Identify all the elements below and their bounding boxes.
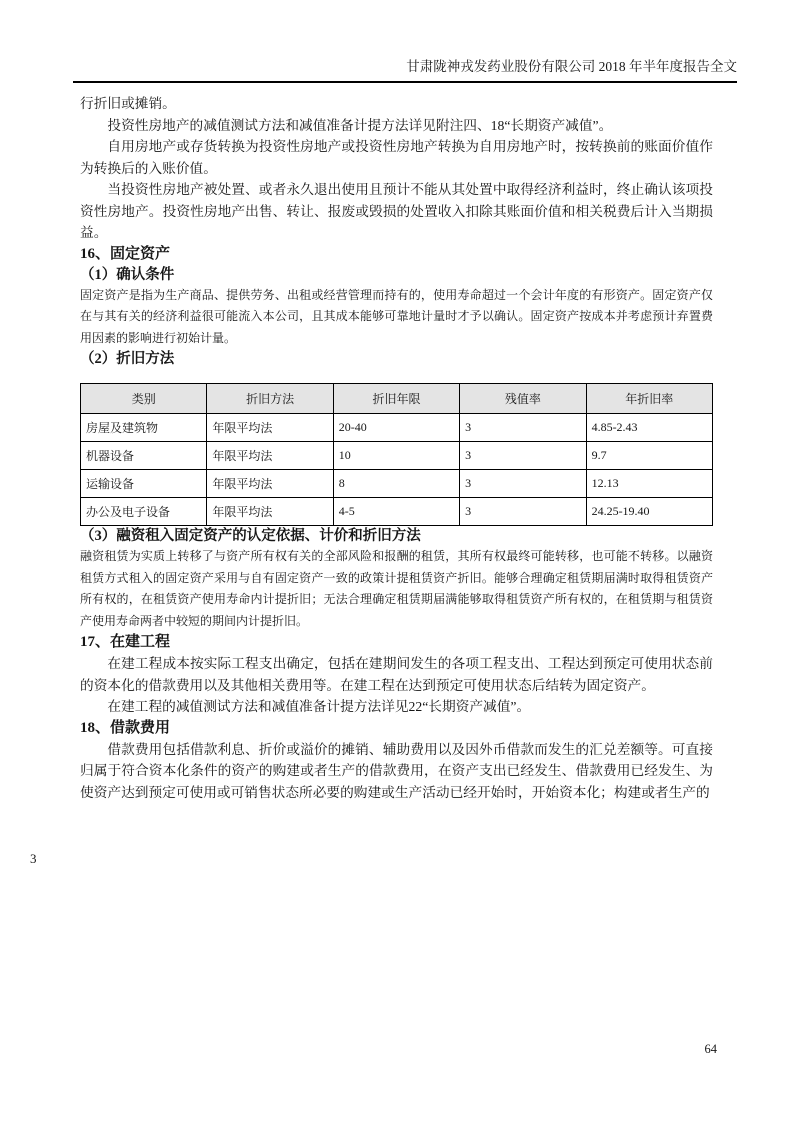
cell-residual-rate: 3 bbox=[460, 442, 586, 470]
section-heading-18: 18、借款费用 bbox=[80, 719, 171, 736]
cell-annual-rate: 4.85-2.43 bbox=[586, 414, 712, 442]
report-title: 甘肃陇神戎发药业股份有限公司 2018 年半年度报告全文 bbox=[406, 59, 737, 74]
cell-annual-rate: 9.7 bbox=[586, 442, 712, 470]
column-header-annual-rate: 年折旧率 bbox=[586, 384, 712, 414]
paragraph-continuation: 行折旧或摊销。 bbox=[80, 96, 176, 111]
paragraph: 投资性房地产的减值测试方法和减值准备计提方法详见附注四、18“长期资产减值”。 bbox=[107, 117, 613, 133]
cell-years: 4-5 bbox=[333, 498, 459, 526]
margin-note: 3 bbox=[30, 851, 37, 866]
cell-method: 年限平均法 bbox=[207, 414, 333, 442]
paragraph: 借款费用包括借款利息、折价或溢价的摊销、辅助费用以及因外币借款而发生的汇兑差额等。可直接归属于符合资本化条件的资产的购建或者生产的借款费用，在资产支出已经发生、借款费用已经发生、为使资产达到预定可使用或可销售状态所必要的购建或生产活动已经开始时，开始资本化；构建或者生产的 bbox=[80, 741, 713, 800]
cell-annual-rate: 24.25-19.40 bbox=[586, 498, 712, 526]
column-header-method: 折旧方法 bbox=[207, 384, 333, 414]
paragraph: 在建工程的减值测试方法和减值准备计提方法详见22“长期资产减值”。 bbox=[107, 699, 531, 714]
subsection-heading-16-2: （2）折旧方法 bbox=[80, 351, 175, 367]
cell-years: 10 bbox=[333, 442, 459, 470]
cell-category: 运输设备 bbox=[81, 470, 207, 498]
table-row bbox=[81, 442, 713, 470]
table-row bbox=[81, 414, 713, 442]
paragraph: 当投资性房地产被处置、或者永久退出使用且预计不能从其处置中取得经济利益时，终止确认该项投资性房地产。投资性房地产出售、转让、报废或毁损的处置收入扣除其账面价值和相关税费后计入当期损益。 bbox=[80, 182, 713, 240]
subsection-heading-16-3: （3）融资租入固定资产的认定依据、计价和折旧方法 bbox=[80, 528, 421, 544]
paragraph: 融资租赁为实质上转移了与资产所有权有关的全部风险和报酬的租赁，其所有权最终可能转移，也可能不转移。以融资租赁方式租入的固定资产采用与自有固定资产一致的政策计提租赁资产折旧。能够合理确定租赁期届满时取得租赁资产所有权的，在租赁资产使用寿命内计提折旧；无法合理确定租赁期届满能够取得租赁资产所有权的，在租赁期与租赁资产使用寿命两者中较短的期间内计提折旧。 bbox=[80, 549, 713, 628]
table-row bbox=[81, 498, 713, 526]
cell-category: 机器设备 bbox=[81, 442, 207, 470]
column-header-years: 折旧年限 bbox=[333, 384, 459, 414]
paragraph: 固定资产是指为生产商品、提供劳务、出租或经营管理而持有的，使用寿命超过一个会计年度的有形资产。固定资产仅在与其有关的经济利益很可能流入本公司，且其成本能够可靠地计量时才予以确认。固定资产按成本并考虑预计弃置费用因素的影响进行初始计量。 bbox=[80, 287, 713, 345]
paragraph: 自用房地产或存货转换为投资性房地产或投资性房地产转换为自用房地产时，按转换前的账面价值作为转换后的入账价值。 bbox=[80, 139, 713, 176]
table-row bbox=[81, 470, 713, 498]
section-heading-17: 17、在建工程 bbox=[80, 634, 171, 650]
page-number: 64 bbox=[704, 1042, 717, 1056]
cell-category: 房屋及建筑物 bbox=[81, 414, 207, 442]
subsection-heading-16-1: （1）确认条件 bbox=[80, 266, 175, 283]
cell-years: 8 bbox=[333, 470, 459, 498]
section-heading-16: 16、固定资产 bbox=[80, 245, 171, 262]
cell-residual-rate: 3 bbox=[460, 414, 586, 442]
cell-years: 20-40 bbox=[333, 414, 459, 442]
cell-category: 办公及电子设备 bbox=[81, 498, 207, 526]
paragraph: 在建工程成本按实际工程支出确定，包括在建期间发生的各项工程支出、工程达到预定可使用状态前的资本化的借款费用以及其他相关费用等。在建工程在达到预定可使用状态后结转为固定资产。 bbox=[80, 656, 713, 693]
depreciation-table bbox=[80, 383, 713, 526]
cell-residual-rate: 3 bbox=[460, 498, 586, 526]
cell-method: 年限平均法 bbox=[207, 498, 333, 526]
column-header-category: 类别 bbox=[81, 384, 207, 414]
table-header-row bbox=[81, 384, 713, 414]
column-header-residual-rate: 残值率 bbox=[460, 384, 586, 414]
document-content bbox=[80, 83, 713, 803]
page-header bbox=[73, 0, 737, 83]
cell-residual-rate: 3 bbox=[460, 470, 586, 498]
cell-annual-rate: 12.13 bbox=[586, 470, 712, 498]
cell-method: 年限平均法 bbox=[207, 442, 333, 470]
cell-method: 年限平均法 bbox=[207, 470, 333, 498]
